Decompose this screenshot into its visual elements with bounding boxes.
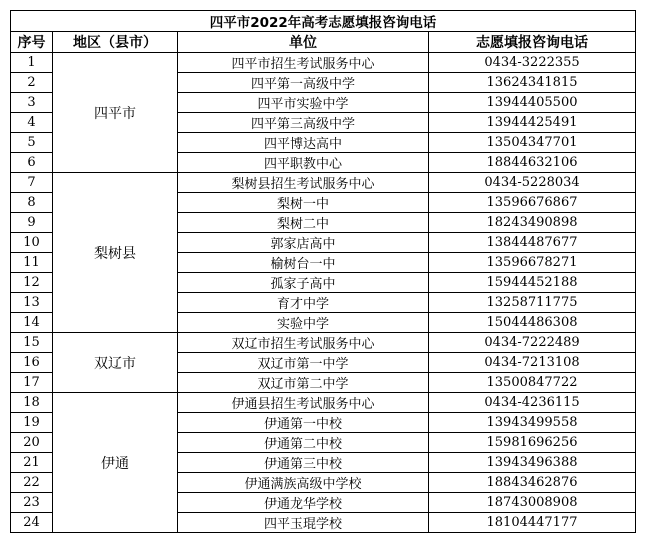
phone-cell: 18104447177	[429, 513, 636, 533]
phone-cell: 0434-3222355	[429, 53, 636, 73]
header-number: 序号	[11, 32, 53, 53]
row-number: 4	[11, 113, 53, 133]
phone-cell: 15981696256	[429, 433, 636, 453]
unit-cell: 梨树二中	[178, 213, 429, 233]
header-unit: 单位	[178, 32, 429, 53]
unit-cell: 四平市实验中学	[178, 93, 429, 113]
phone-cell: 18243490898	[429, 213, 636, 233]
phone-cell: 13844487677	[429, 233, 636, 253]
unit-cell: 双辽市第一中学	[178, 353, 429, 373]
row-number: 2	[11, 73, 53, 93]
row-number: 10	[11, 233, 53, 253]
row-number: 6	[11, 153, 53, 173]
phone-cell: 0434-7213108	[429, 353, 636, 373]
row-number: 3	[11, 93, 53, 113]
unit-cell: 四平市招生考试服务中心	[178, 53, 429, 73]
row-number: 18	[11, 393, 53, 413]
unit-cell: 四平博达高中	[178, 133, 429, 153]
row-number: 12	[11, 273, 53, 293]
phone-cell: 13943499558	[429, 413, 636, 433]
header-phone: 志愿填报咨询电话	[429, 32, 636, 53]
contact-table	[10, 10, 636, 533]
row-number: 8	[11, 193, 53, 213]
phone-cell: 13944405500	[429, 93, 636, 113]
row-number: 15	[11, 333, 53, 353]
table-header-row	[11, 32, 636, 53]
row-number: 11	[11, 253, 53, 273]
row-number: 14	[11, 313, 53, 333]
phone-cell: 18743008908	[429, 493, 636, 513]
row-number: 20	[11, 433, 53, 453]
contact-table-container	[10, 10, 635, 533]
unit-cell: 伊通龙华学校	[178, 493, 429, 513]
unit-cell: 伊通第一中校	[178, 413, 429, 433]
phone-cell: 13500847722	[429, 373, 636, 393]
unit-cell: 伊通第二中校	[178, 433, 429, 453]
row-number: 21	[11, 453, 53, 473]
phone-cell: 18844632106	[429, 153, 636, 173]
unit-cell: 伊通县招生考试服务中心	[178, 393, 429, 413]
unit-cell: 梨树一中	[178, 193, 429, 213]
phone-cell: 15944452188	[429, 273, 636, 293]
table-title: 四平市2022年高考志愿填报咨询电话	[11, 11, 636, 32]
unit-cell: 伊通满族高级中学校	[178, 473, 429, 493]
phone-cell: 0434-5228034	[429, 173, 636, 193]
row-number: 7	[11, 173, 53, 193]
region-cell: 梨树县	[53, 173, 178, 333]
unit-cell: 双辽市第二中学	[178, 373, 429, 393]
phone-cell: 13624341815	[429, 73, 636, 93]
region-cell: 伊通	[53, 393, 178, 533]
phone-cell: 0434-7222489	[429, 333, 636, 353]
phone-cell: 15044486308	[429, 313, 636, 333]
unit-cell: 郭家店高中	[178, 233, 429, 253]
unit-cell: 四平职教中心	[178, 153, 429, 173]
row-number: 13	[11, 293, 53, 313]
region-cell: 四平市	[53, 53, 178, 173]
table-body	[11, 53, 636, 533]
unit-cell: 梨树县招生考试服务中心	[178, 173, 429, 193]
unit-cell: 实验中学	[178, 313, 429, 333]
phone-cell: 18843462876	[429, 473, 636, 493]
unit-cell: 伊通第三中校	[178, 453, 429, 473]
unit-cell: 四平玉琨学校	[178, 513, 429, 533]
phone-cell: 0434-4236115	[429, 393, 636, 413]
row-number: 16	[11, 353, 53, 373]
row-number: 24	[11, 513, 53, 533]
table-row	[11, 393, 636, 413]
row-number: 17	[11, 373, 53, 393]
phone-cell: 13943496388	[429, 453, 636, 473]
phone-cell: 13596676867	[429, 193, 636, 213]
unit-cell: 榆树台一中	[178, 253, 429, 273]
unit-cell: 孤家子高中	[178, 273, 429, 293]
row-number: 5	[11, 133, 53, 153]
unit-cell: 四平第三高级中学	[178, 113, 429, 133]
table-row	[11, 53, 636, 73]
region-cell: 双辽市	[53, 333, 178, 393]
row-number: 22	[11, 473, 53, 493]
unit-cell: 育才中学	[178, 293, 429, 313]
phone-cell: 13596678271	[429, 253, 636, 273]
row-number: 9	[11, 213, 53, 233]
unit-cell: 双辽市招生考试服务中心	[178, 333, 429, 353]
table-row	[11, 173, 636, 193]
phone-cell: 13944425491	[429, 113, 636, 133]
unit-cell: 四平第一高级中学	[178, 73, 429, 93]
header-region: 地区（县市）	[53, 32, 178, 53]
table-row	[11, 333, 636, 353]
row-number: 19	[11, 413, 53, 433]
phone-cell: 13258711775	[429, 293, 636, 313]
row-number: 1	[11, 53, 53, 73]
phone-cell: 13504347701	[429, 133, 636, 153]
row-number: 23	[11, 493, 53, 513]
table-title-row	[11, 11, 636, 32]
